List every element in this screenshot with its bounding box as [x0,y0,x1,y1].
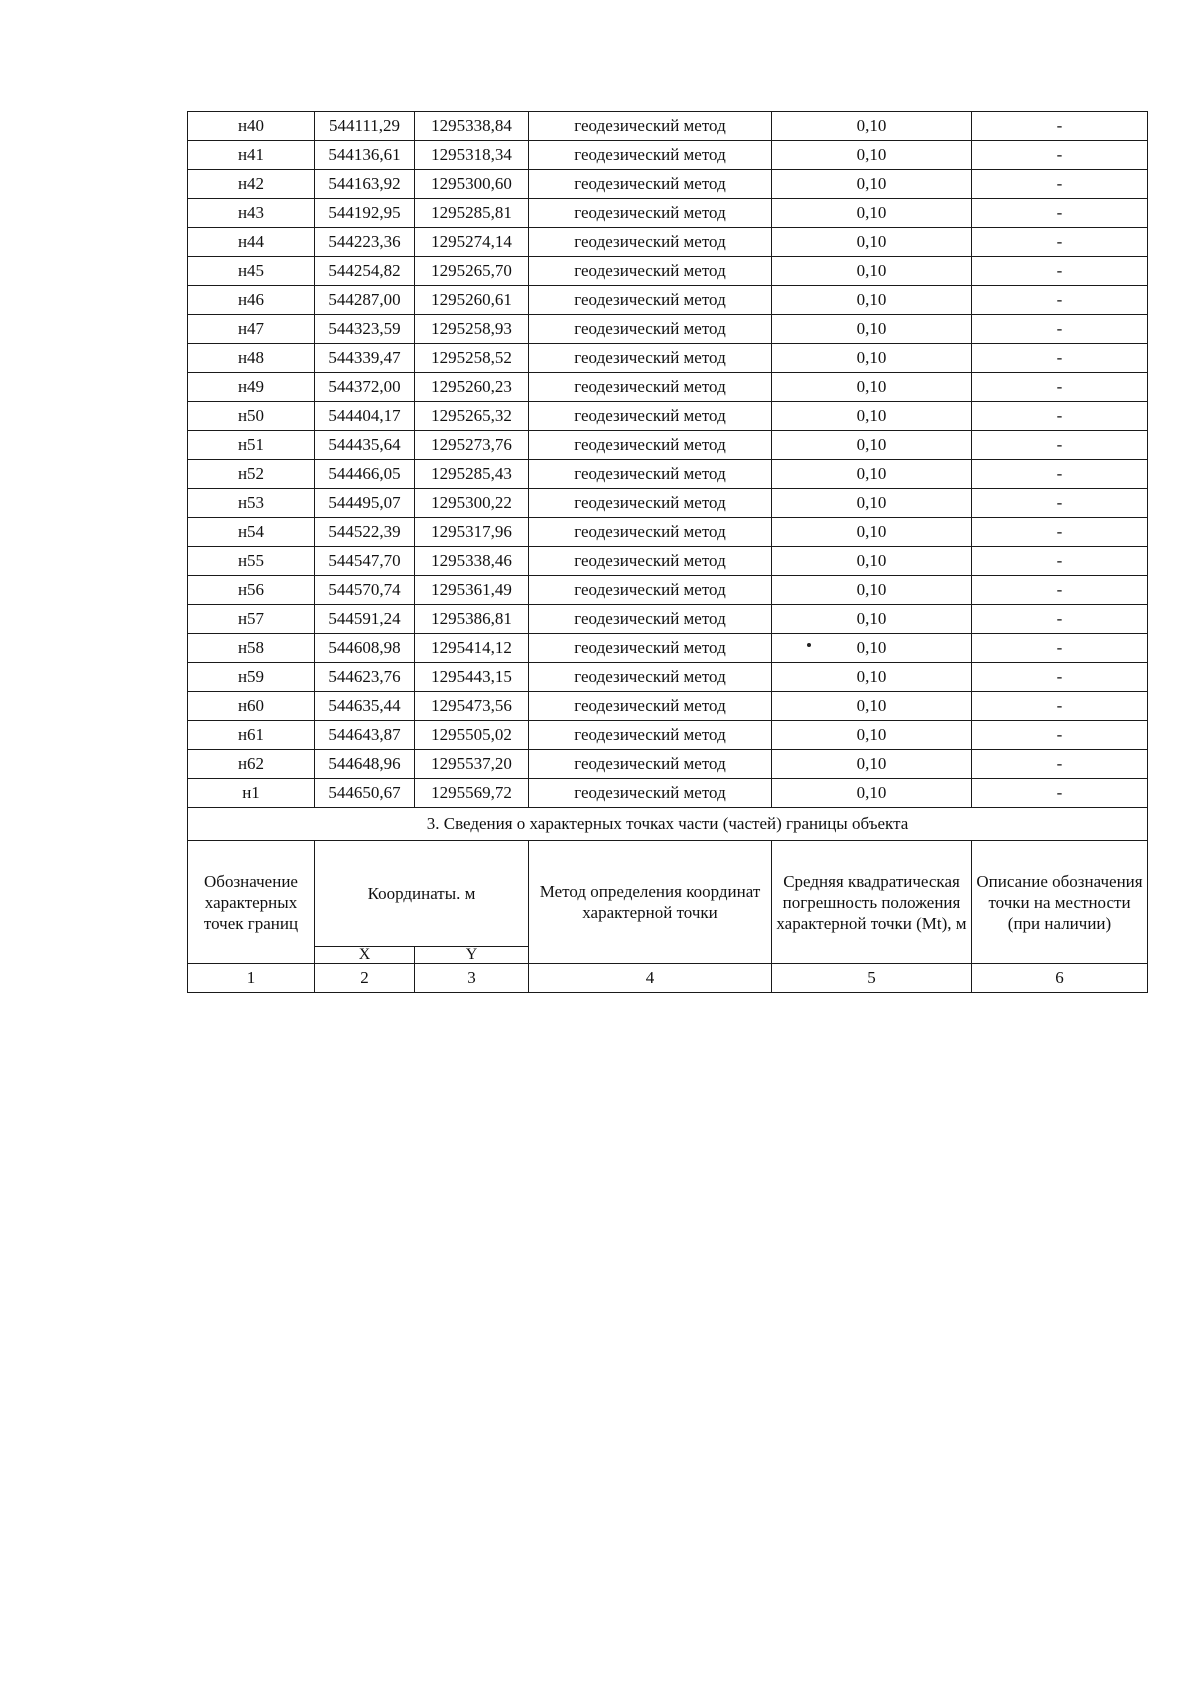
column-number: 6 [972,964,1148,993]
coord-x-cell: 544136,61 [315,141,415,170]
coord-x-cell: 544111,29 [315,112,415,141]
coord-x-cell: 544623,76 [315,663,415,692]
table-row [188,576,1148,605]
point-name-cell: н51 [188,431,315,460]
coord-x-cell: 544372,00 [315,373,415,402]
method-cell: геодезический метод [529,634,772,663]
accuracy-cell: 0,10 [772,373,972,402]
column-number: 5 [772,964,972,993]
description-cell: - [972,663,1148,692]
column-number: 3 [415,964,529,993]
coord-y-cell: 1295274,14 [415,228,529,257]
description-cell: - [972,112,1148,141]
table-row [188,141,1148,170]
table-row [188,721,1148,750]
point-name-cell: н53 [188,489,315,518]
accuracy-cell: 0,10 [772,257,972,286]
accuracy-cell: 0,10 [772,199,972,228]
description-cell: - [972,605,1148,634]
point-name-cell: н52 [188,460,315,489]
point-name-cell: н59 [188,663,315,692]
accuracy-cell: 0,10 [772,431,972,460]
point-name-cell: н44 [188,228,315,257]
accuracy-cell: 0,10 [772,141,972,170]
method-cell: геодезический метод [529,605,772,634]
method-cell: геодезический метод [529,431,772,460]
description-cell: - [972,257,1148,286]
accuracy-cell: 0,10 [772,286,972,315]
coord-y-cell: 1295443,15 [415,663,529,692]
header-method: Метод определения координат характерной точки [529,841,772,964]
scan-speck [807,643,811,647]
method-cell: геодезический метод [529,344,772,373]
coord-x-cell: 544495,07 [315,489,415,518]
coord-x-cell: 544192,95 [315,199,415,228]
method-cell: геодезический метод [529,257,772,286]
method-cell: геодезический метод [529,692,772,721]
coord-y-cell: 1295285,81 [415,199,529,228]
header-coordinates: Координаты. м [315,841,529,947]
description-cell: - [972,692,1148,721]
method-cell: геодезический метод [529,547,772,576]
table-row [188,257,1148,286]
method-cell: геодезический метод [529,286,772,315]
point-name-cell: н40 [188,112,315,141]
accuracy-cell: 0,10 [772,344,972,373]
coord-x-cell: 544404,17 [315,402,415,431]
column-numbers-row [188,964,1148,993]
method-cell: геодезический метод [529,315,772,344]
method-cell: геодезический метод [529,112,772,141]
point-name-cell: н46 [188,286,315,315]
description-cell: - [972,634,1148,663]
table-row [188,605,1148,634]
description-cell: - [972,170,1148,199]
header-designation: Обозначение характерных точек границ [188,841,315,964]
header-accuracy: Средняя квадратическая погрешность положения характерной точки (Mt), м [772,841,972,964]
accuracy-cell: 0,10 [772,170,972,199]
section3-block [188,808,1148,993]
point-name-cell: н60 [188,692,315,721]
accuracy-cell: 0,10 [772,460,972,489]
coord-y-cell: 1295273,76 [415,431,529,460]
point-name-cell: н54 [188,518,315,547]
coord-x-cell: 544635,44 [315,692,415,721]
table-row [188,286,1148,315]
accuracy-cell: 0,10 [772,547,972,576]
method-cell: геодезический метод [529,402,772,431]
coord-y-cell: 1295569,72 [415,779,529,808]
table-row [188,779,1148,808]
coord-x-cell: 544648,96 [315,750,415,779]
point-name-cell: н62 [188,750,315,779]
accuracy-cell: 0,10 [772,779,972,808]
description-cell: - [972,228,1148,257]
description-cell: - [972,518,1148,547]
accuracy-cell: 0,10 [772,692,972,721]
coord-y-cell: 1295265,70 [415,257,529,286]
coord-y-cell: 1295317,96 [415,518,529,547]
description-cell: - [972,750,1148,779]
table-row [188,170,1148,199]
accuracy-cell: 0,10 [772,576,972,605]
table-row [188,692,1148,721]
coord-x-cell: 544591,24 [315,605,415,634]
coord-x-cell: 544223,36 [315,228,415,257]
coord-y-cell: 1295265,32 [415,402,529,431]
accuracy-cell: 0,10 [772,634,972,663]
coord-y-cell: 1295300,60 [415,170,529,199]
table-row [188,402,1148,431]
description-cell: - [972,460,1148,489]
coord-x-cell: 544650,67 [315,779,415,808]
method-cell: геодезический метод [529,199,772,228]
coord-x-cell: 544643,87 [315,721,415,750]
table-row [188,547,1148,576]
coord-y-cell: 1295338,46 [415,547,529,576]
table-row [188,634,1148,663]
table-row [188,228,1148,257]
header-x: X [315,946,415,963]
coord-y-cell: 1295285,43 [415,460,529,489]
column-number: 1 [188,964,315,993]
method-cell: геодезический метод [529,228,772,257]
point-name-cell: н58 [188,634,315,663]
accuracy-cell: 0,10 [772,750,972,779]
description-cell: - [972,199,1148,228]
description-cell: - [972,141,1148,170]
coord-y-cell: 1295361,49 [415,576,529,605]
table-row [188,489,1148,518]
method-cell: геодезический метод [529,373,772,402]
description-cell: - [972,779,1148,808]
coord-x-cell: 544570,74 [315,576,415,605]
description-cell: - [972,489,1148,518]
section3-title: 3. Сведения о характерных точках части (частей) границы объекта [188,808,1148,841]
coord-x-cell: 544254,82 [315,257,415,286]
accuracy-cell: 0,10 [772,663,972,692]
coord-y-cell: 1295260,23 [415,373,529,402]
table-row [188,112,1148,141]
coord-y-cell: 1295258,52 [415,344,529,373]
coord-x-cell: 544466,05 [315,460,415,489]
table-row [188,750,1148,779]
point-name-cell: н55 [188,547,315,576]
coord-y-cell: 1295260,61 [415,286,529,315]
method-cell: геодезический метод [529,141,772,170]
point-name-cell: н57 [188,605,315,634]
coord-x-cell: 544435,64 [315,431,415,460]
point-name-cell: н47 [188,315,315,344]
method-cell: геодезический метод [529,170,772,199]
description-cell: - [972,721,1148,750]
coord-x-cell: 544522,39 [315,518,415,547]
coord-y-cell: 1295473,56 [415,692,529,721]
table-row [188,431,1148,460]
accuracy-cell: 0,10 [772,605,972,634]
table-row [188,373,1148,402]
accuracy-cell: 0,10 [772,518,972,547]
method-cell: геодезический метод [529,460,772,489]
method-cell: геодезический метод [529,750,772,779]
coord-x-cell: 544339,47 [315,344,415,373]
point-name-cell: н56 [188,576,315,605]
method-cell: геодезический метод [529,576,772,605]
coord-x-cell: 544163,92 [315,170,415,199]
coord-y-cell: 1295537,20 [415,750,529,779]
header-description: Описание обозначения точки на местности (при наличии) [972,841,1148,964]
description-cell: - [972,373,1148,402]
table-row [188,460,1148,489]
coord-x-cell: 544287,00 [315,286,415,315]
point-name-cell: н50 [188,402,315,431]
coord-y-cell: 1295258,93 [415,315,529,344]
document-sheet [187,111,1147,993]
table-row [188,663,1148,692]
table-row [188,344,1148,373]
description-cell: - [972,286,1148,315]
coord-x-cell: 544323,59 [315,315,415,344]
coord-y-cell: 1295505,02 [415,721,529,750]
point-name-cell: н43 [188,199,315,228]
description-cell: - [972,315,1148,344]
coord-y-cell: 1295386,81 [415,605,529,634]
coord-y-cell: 1295318,34 [415,141,529,170]
header-y: Y [415,946,529,963]
table-row [188,315,1148,344]
accuracy-cell: 0,10 [772,721,972,750]
method-cell: геодезический метод [529,518,772,547]
accuracy-cell: 0,10 [772,489,972,518]
coord-y-cell: 1295300,22 [415,489,529,518]
accuracy-cell: 0,10 [772,315,972,344]
description-cell: - [972,402,1148,431]
description-cell: - [972,431,1148,460]
point-name-cell: н48 [188,344,315,373]
table-row [188,199,1148,228]
coord-x-cell: 544547,70 [315,547,415,576]
point-name-cell: н49 [188,373,315,402]
table-row [188,518,1148,547]
point-name-cell: н45 [188,257,315,286]
description-cell: - [972,344,1148,373]
accuracy-cell: 0,10 [772,112,972,141]
description-cell: - [972,576,1148,605]
point-name-cell: н61 [188,721,315,750]
point-name-cell: н42 [188,170,315,199]
coord-x-cell: 544608,98 [315,634,415,663]
method-cell: геодезический метод [529,489,772,518]
point-name-cell: н1 [188,779,315,808]
method-cell: геодезический метод [529,721,772,750]
column-number: 4 [529,964,772,993]
description-cell: - [972,547,1148,576]
points-table-body [188,112,1148,808]
coord-y-cell: 1295414,12 [415,634,529,663]
accuracy-cell: 0,10 [772,228,972,257]
column-number: 2 [315,964,415,993]
accuracy-cell: 0,10 [772,402,972,431]
coord-y-cell: 1295338,84 [415,112,529,141]
method-cell: геодезический метод [529,779,772,808]
boundary-points-table [187,111,1148,993]
method-cell: геодезический метод [529,663,772,692]
point-name-cell: н41 [188,141,315,170]
